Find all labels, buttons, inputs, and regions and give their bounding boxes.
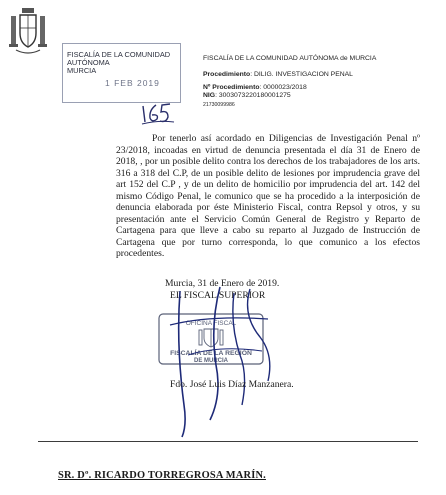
stamp-top-text: OFICINA FISCAL [185,320,237,327]
procedimiento-label: Procedimiento [203,71,251,78]
ref-code: 21730099986 [203,102,235,108]
signer-name: Fdo. José Luis Díaz Manzanera. [170,379,294,390]
stamp-line-1: FISCALÍA DE LA COMUNIDAD [67,50,171,59]
handwritten-ref-mark [140,100,176,126]
num-procedimiento-row [203,84,307,92]
nig-row [203,92,291,100]
stamp-bottom-text-1: FISCALÍA DE LA REGIÓN [170,350,252,357]
body-paragraph: Por tenerlo así acordado en Diligencias de Investigación Penal nº 23/2018, incoadas en virtud de denuncia presentada el día 31 de Enero de 2018, , por un posible delito contra los derechos de los trabajadores de los arts. 316 a 318 del C.P, de un posible delito de lesiones por imprudencia grave del art 152 del C.P , y de un delito de homicilio por imprudencia del art. 142 del mismo Código Penal, le comunico que se ha procedido a la interposición de denuncia elaborada por éste Ministerio Fiscal, contra Repsol y otros, y su presentación ante el Servicio Común General de Registro y Reparto de Cartagena para que lleve a cabo su reparto al Juzgado de Instrucción de Cartagena que por turno corresponda, lo que comunico a los efectos procedentes. [116,133,420,260]
nig-label: NIG [203,92,216,99]
received-stamp [62,43,181,103]
divider-line [38,441,418,442]
num-procedimiento-label: Nº Procedimiento [203,84,260,91]
stamp-bottom-text-2: DE MURCIA [194,358,228,364]
place-date: Murcia, 31 de Enero de 2019. [165,278,280,289]
handwritten-signature [150,285,300,445]
office-name: FISCALÍA DE LA COMUNIDAD AUTÓNOMA de MURCIA [203,55,377,62]
procedimiento-row [203,71,353,79]
num-procedimiento-value: : 0000023/2018 [259,84,307,91]
addressee: SR. Dº. RICARDO TORREGROSA MARÍN. [58,470,266,481]
stamp-date: 1 FEB 2019 [105,78,160,88]
stamp-line-3: MURCIA [67,66,97,75]
nig-value: : 3003073220180001275 [215,92,291,99]
procedimiento-value: : DILIG. INVESTIGACION PENAL [250,71,353,78]
stamp-line-2: AUTÓNOMA [67,58,110,67]
signer-title: EL FISCAL SUPERIOR [170,290,266,301]
coat-of-arms-icon [8,6,48,60]
